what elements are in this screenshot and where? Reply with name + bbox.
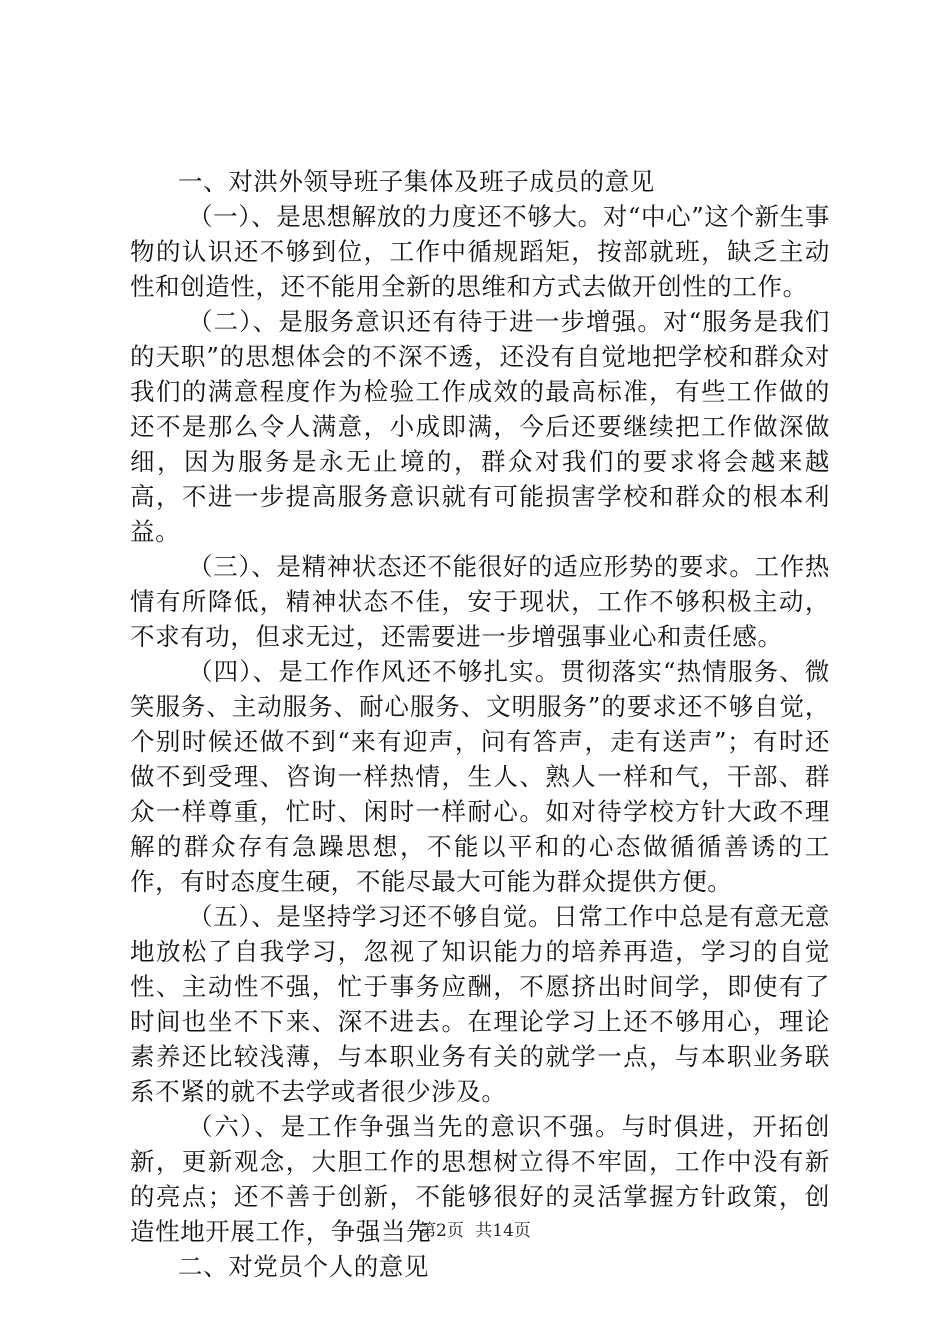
- page-footer: [0, 1220, 950, 1242]
- section-heading-2: 二、对党员个人的意见: [178, 1252, 429, 1281]
- paragraph-3: （三）、是精神状态还不能很好的适应形势的要求。工作热情有所降低，精神状态不佳，安于现状，工作不够积极主动，不求有功，但求无过，还需要进一步增强事业心和责任感。: [130, 552, 830, 651]
- page-number: 第2页: [419, 1221, 464, 1241]
- paragraph-2: （二）、是服务意识还有待于进一步增强。对“服务是我们的天职”的思想体会的不深不透，还没有自觉地把学校和群众对我们的满意程度作为检验工作成效的最高标准，有些工作做的还不是那么令人满意，小成即满，今后还要继续把工作做深做细，因为服务是永无止境的，群众对我们的要求将会越来越高，不进一步提高服务意识就有可能损害学校和群众的根本利益。: [130, 307, 830, 546]
- paragraph-4: （四）、是工作作风还不够扎实。贯彻落实“热情服务、微笑服务、主动服务、耐心服务、文明服务”的要求还不够自觉，个别时候还做不到“来有迎声，问有答声，走有送声”；有时还做不到受理、咨询一样热情，生人、熟人一样和气，干部、群众一样尊重，忙时、闲时一样耐心。如对待学校方针大政不理解的群众存有急躁思想，不能以平和的心态做循循善诱的工作，有时态度生硬，不能尽最大可能为群众提供方便。: [130, 657, 830, 896]
- paragraph-5: （五）、是坚持学习还不够自觉。日常工作中总是有意无意地放松了自我学习，忽视了知识能力的培养再造，学习的自觉性、主动性不强，忙于事务应酬，不愿挤出时间学，即使有了时间也坐不下来、深不进去。在理论学习上还不够用心，理论素养还比较浅薄，与本职业务有关的就学一点，与本职业务联系不紧的就不去学或者很少涉及。: [130, 902, 830, 1106]
- document-body: [130, 164, 830, 1284]
- paragraph-6: （六）、是工作争强当先的意识不强。与时俱进，开拓创新，更新观念，大胆工作的思想树立得不牢固，工作中没有新的亮点；还不善于创新，不能够很好的灵活掌握方针政策，创造性地开展工作，争强当先: [130, 1112, 830, 1246]
- section-heading-1: 一、对洪外领导班子集体及班子成员的意见: [178, 167, 655, 196]
- paragraph-1: （一）、是思想解放的力度还不够大。对“中心”这个新生事物的认识还不够到位，工作中循规蹈矩，按部就班，缺乏主动性和创造性，还不能用全新的思维和方式去做开创性的工作。: [130, 202, 830, 301]
- page-total: 共14页: [475, 1221, 531, 1241]
